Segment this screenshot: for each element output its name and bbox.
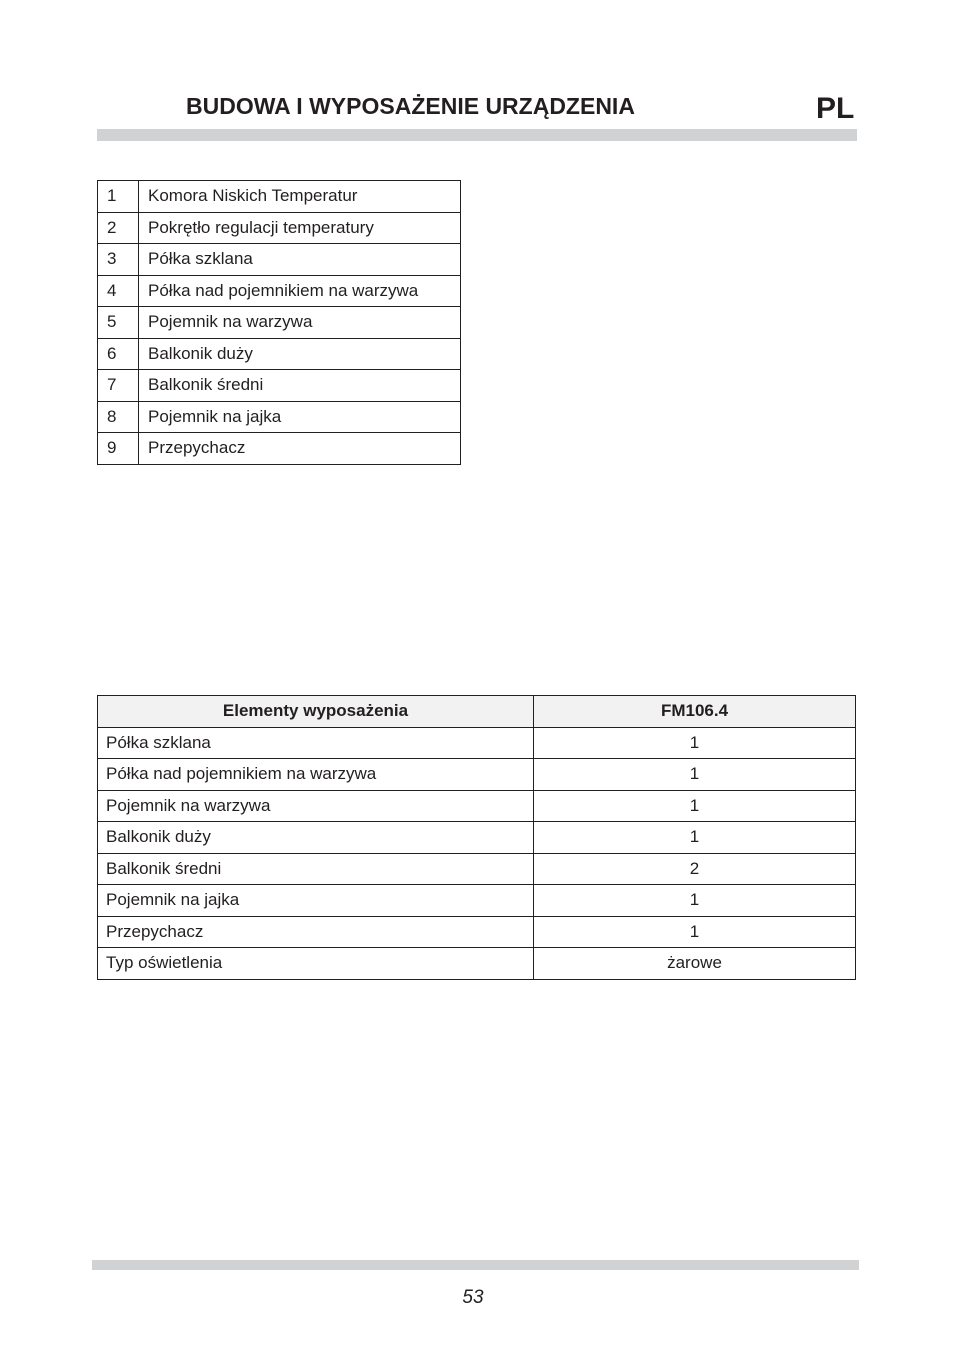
equipment-element: Przepychacz (98, 916, 534, 948)
table-row (98, 790, 856, 822)
equipment-element: Balkonik średni (98, 853, 534, 885)
table-row (98, 181, 461, 213)
equipment-element: Półka nad pojemnikiem na warzywa (98, 759, 534, 791)
equipment-element: Pojemnik na jajka (98, 885, 534, 917)
parts-list-table (97, 180, 461, 465)
equipment-quantity: 1 (534, 727, 856, 759)
part-number: 9 (98, 433, 139, 465)
page-title: BUDOWA I WYPOSAŻENIE URZĄDZENIA (186, 93, 635, 119)
equipment-element: Typ oświetlenia (98, 948, 534, 980)
part-name: Komora Niskich Temperatur (139, 181, 461, 213)
table-row (98, 822, 856, 854)
table-row (98, 759, 856, 791)
column-header-model: FM106.4 (534, 696, 856, 728)
equipment-quantity: 1 (534, 759, 856, 791)
table-row (98, 853, 856, 885)
equipment-quantity: żarowe (534, 948, 856, 980)
table-row (98, 401, 461, 433)
footer-divider (92, 1260, 859, 1270)
table-row (98, 370, 461, 402)
table-row (98, 338, 461, 370)
table-row (98, 307, 461, 339)
table-row (98, 433, 461, 465)
equipment-element: Półka szklana (98, 727, 534, 759)
table-row (98, 275, 461, 307)
part-name: Balkonik średni (139, 370, 461, 402)
part-name: Półka szklana (139, 244, 461, 276)
table-row (98, 885, 856, 917)
part-name: Pokrętło regulacji temperatury (139, 212, 461, 244)
equipment-quantity: 1 (534, 885, 856, 917)
part-number: 2 (98, 212, 139, 244)
equipment-quantity: 2 (534, 853, 856, 885)
part-number: 3 (98, 244, 139, 276)
equipment-table (97, 695, 856, 980)
page-number: 53 (462, 1287, 484, 1308)
part-number: 6 (98, 338, 139, 370)
part-name: Półka nad pojemnikiem na warzywa (139, 275, 461, 307)
part-name: Przepychacz (139, 433, 461, 465)
equipment-quantity: 1 (534, 790, 856, 822)
language-code: PL (816, 92, 855, 125)
equipment-quantity: 1 (534, 916, 856, 948)
table-row (98, 916, 856, 948)
part-name: Balkonik duży (139, 338, 461, 370)
part-name: Pojemnik na jajka (139, 401, 461, 433)
table-row (98, 244, 461, 276)
column-header-element: Elementy wyposażenia (98, 696, 534, 728)
part-number: 7 (98, 370, 139, 402)
table-row (98, 727, 856, 759)
part-number: 4 (98, 275, 139, 307)
part-number: 1 (98, 181, 139, 213)
equipment-element: Pojemnik na warzywa (98, 790, 534, 822)
equipment-quantity: 1 (534, 822, 856, 854)
part-number: 5 (98, 307, 139, 339)
header-divider (97, 129, 857, 141)
equipment-element: Balkonik duży (98, 822, 534, 854)
table-row (98, 212, 461, 244)
part-number: 8 (98, 401, 139, 433)
part-name: Pojemnik na warzywa (139, 307, 461, 339)
table-header-row (98, 696, 856, 728)
table-row (98, 948, 856, 980)
